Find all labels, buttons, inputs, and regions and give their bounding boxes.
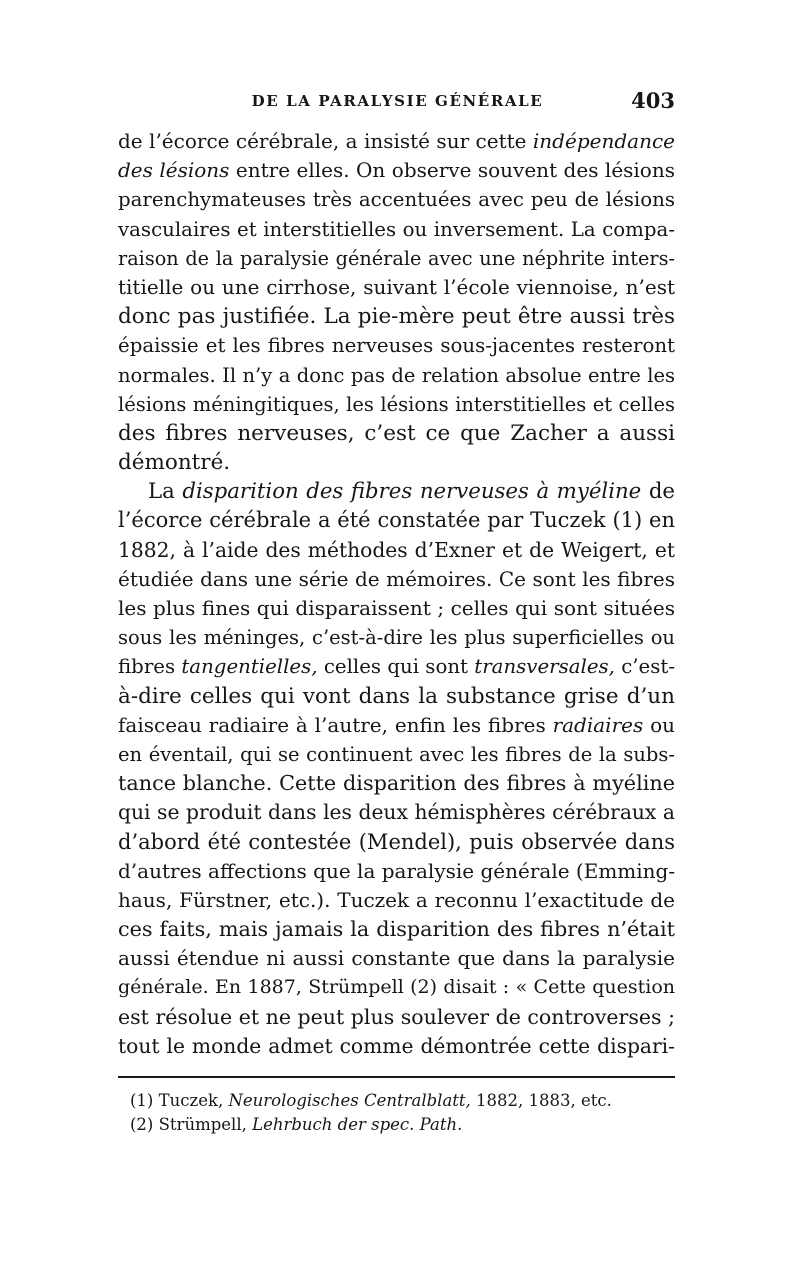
italic-text: radiaires bbox=[552, 712, 644, 737]
text-run: titielle ou une cirrhose, suivant l’école viennoise, n’est bbox=[118, 274, 675, 299]
text-line bbox=[118, 1003, 675, 1032]
text-run: fibres bbox=[118, 655, 182, 679]
running-title: DE LA PARALYSIE GÉNÉRALE bbox=[251, 92, 544, 110]
text-run: c’est- bbox=[614, 655, 675, 679]
text-run: aussi étendue ni aussi constante que dans la paralysie bbox=[118, 946, 675, 971]
text-line bbox=[118, 185, 675, 214]
text-line bbox=[118, 1032, 675, 1061]
text-run: d’autres affections que la paralysie générale (Emming- bbox=[118, 858, 676, 883]
text-run: démontré. bbox=[118, 450, 231, 476]
footnote-author: Tuczek, bbox=[158, 1091, 224, 1110]
footnote-number: (2) bbox=[130, 1115, 154, 1134]
text-line bbox=[118, 273, 675, 302]
text-line bbox=[118, 652, 675, 681]
text-run: 1882, à l’aide des méthodes d’Exner et de Weigert, et bbox=[118, 537, 675, 562]
text-run: qui se produit dans les deux hémisphères cérébraux a bbox=[118, 800, 675, 825]
italic-text: transversales, bbox=[474, 655, 615, 679]
italic-text: disparition des fibres nerveuses à myéline bbox=[182, 479, 642, 505]
text-line bbox=[118, 623, 675, 652]
text-run: ou bbox=[643, 712, 675, 737]
text-run: faisceau radiaire à l’autre, enfin les fibres bbox=[118, 712, 553, 737]
footnote-2 bbox=[130, 1113, 675, 1137]
text-line bbox=[118, 244, 675, 273]
body-text bbox=[118, 127, 675, 1061]
text-line bbox=[118, 302, 675, 331]
text-run: étudiée dans une série de mémoires. Ce sont les fibres bbox=[118, 566, 675, 591]
footnote-number: (1) bbox=[130, 1091, 154, 1110]
text-line bbox=[118, 682, 675, 711]
text-line bbox=[118, 973, 675, 1002]
text-run: lésions méningitiques, les lésions interstitielles et celles bbox=[118, 392, 675, 416]
text-run: en éventail, qui se continuent avec les fibres de la subs- bbox=[118, 742, 675, 766]
footnote-details: 1882, 1883, etc. bbox=[476, 1091, 612, 1110]
text-line bbox=[118, 798, 675, 827]
text-run: entre elles. On observe souvent des lésions bbox=[229, 158, 675, 183]
text-run: l’écorce cérébrale a été constatée par Tuczek (1) en bbox=[118, 508, 675, 533]
text-run: est résolue et ne peut plus soulever de controverses ; bbox=[118, 1004, 675, 1029]
text-run: parenchymateuses très accentuées avec peu de lésions bbox=[118, 188, 675, 212]
text-line bbox=[118, 828, 675, 857]
text-line bbox=[118, 944, 675, 973]
text-run: vasculaires et interstitielles ou inversement. La compa- bbox=[118, 217, 675, 241]
italic-text: des lésions bbox=[118, 158, 230, 183]
text-line bbox=[118, 886, 675, 915]
text-line bbox=[118, 215, 675, 244]
text-run: ces faits, mais jamais la disparition des fibres n’était bbox=[118, 917, 675, 942]
text-line bbox=[118, 331, 675, 360]
text-line bbox=[118, 711, 675, 740]
text-run: tout le monde admet comme démontrée cette dispari- bbox=[118, 1033, 675, 1058]
text-line bbox=[118, 448, 675, 477]
text-run: donc pas justifiée. La pie-mère peut être aussi très bbox=[118, 304, 675, 330]
text-run: à-dire celles qui vont dans la substance grise d’un bbox=[118, 683, 675, 709]
text-run: haus, Fürstner, etc.). Tuczek a reconnu l’exactitude de bbox=[118, 887, 675, 912]
text-line bbox=[118, 477, 675, 506]
footnote-source: Lehrbuch der spec. Path. bbox=[252, 1115, 463, 1134]
text-run: normales. Il n’y a donc pas de relation absolue entre les bbox=[118, 363, 675, 387]
text-line bbox=[118, 536, 675, 565]
text-run: de bbox=[641, 479, 675, 505]
text-run: les plus fines qui disparaissent ; celles qui sont situées bbox=[118, 596, 675, 620]
text-line bbox=[118, 769, 675, 798]
text-run: des fibres nerveuses, c’est ce que Zacher a aussi bbox=[118, 420, 675, 446]
footnotes bbox=[130, 1089, 675, 1137]
text-line bbox=[118, 506, 675, 535]
italic-text: indépendance bbox=[532, 129, 675, 153]
text-run: sous les méninges, c’est-à-dire les plus superficielles ou bbox=[118, 626, 675, 650]
text-run: d’abord été contestée (Mendel), puis observée dans bbox=[118, 829, 675, 854]
text-line bbox=[118, 857, 675, 886]
text-run: raison de la paralysie générale avec une néphrite inters- bbox=[118, 246, 675, 270]
footnote-author: Strümpell, bbox=[158, 1115, 247, 1134]
text-line bbox=[118, 594, 675, 623]
text-line bbox=[118, 390, 675, 419]
footnote-1 bbox=[130, 1089, 675, 1113]
text-line bbox=[118, 361, 675, 390]
text-line bbox=[118, 419, 675, 448]
italic-text: tangentielles, bbox=[181, 655, 318, 679]
page-number: 403 bbox=[631, 88, 675, 113]
text-run: tance blanche. Cette disparition des fibres à myéline bbox=[118, 771, 675, 796]
text-line bbox=[118, 565, 675, 594]
text-run: La bbox=[148, 479, 183, 505]
page-header bbox=[120, 88, 675, 124]
text-run: épaissie et les fibres nerveuses sous-jacentes resteront bbox=[118, 334, 675, 358]
text-line bbox=[118, 915, 675, 944]
text-line bbox=[118, 156, 675, 185]
footnote-source: Neurologisches Centralblatt, bbox=[228, 1091, 471, 1110]
footnote-rule bbox=[118, 1076, 675, 1078]
text-run: générale. En 1887, Strümpell (2) disait : « Cette question bbox=[118, 976, 675, 999]
text-line bbox=[118, 127, 675, 156]
text-run: de l’écorce cérébrale, a insisté sur cette bbox=[118, 129, 533, 153]
text-run: celles qui sont bbox=[317, 655, 475, 679]
text-line bbox=[118, 740, 675, 769]
